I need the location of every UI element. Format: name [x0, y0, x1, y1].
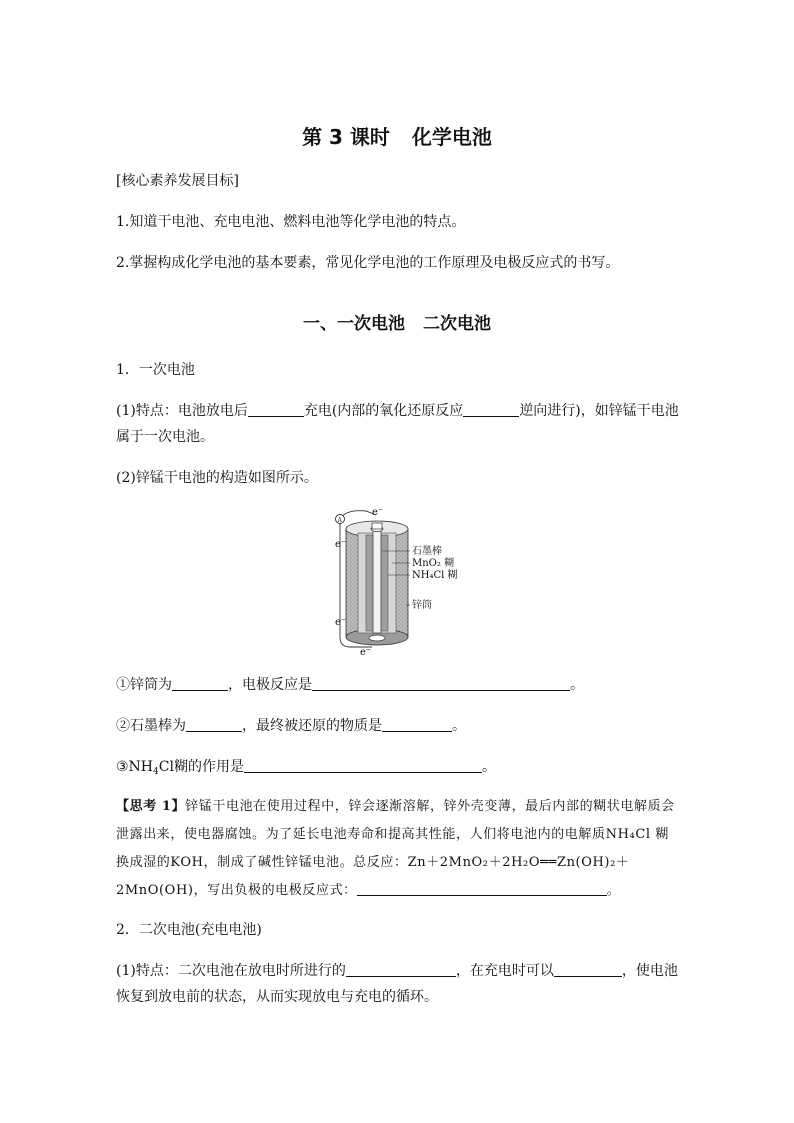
primary-feature-line2: 属于一次电池。: [116, 429, 214, 445]
electron-label-top: e⁻: [372, 507, 384, 518]
think-line-4: 2MnO(OH)，写出负极的电极反应式： 。: [116, 883, 621, 898]
question-2: ②石墨棒为 ，最终被还原的物质是 。: [116, 718, 466, 734]
blank-4[interactable]: [312, 676, 570, 691]
page-title: [0, 121, 794, 150]
secondary-feature-line1: (1)特点：二次电池在放电时所进行的 ，在充电时可以 ，使电池: [116, 963, 678, 979]
blank-5[interactable]: [186, 717, 242, 732]
question-3: $③NH_4Cl$糊的作用是 。: [116, 759, 496, 777]
section-heading: 一、一次电池 二次电池: [303, 314, 491, 334]
label-nh4cl-paste: NH₄Cl 糊: [412, 570, 458, 581]
figure-caption: (2)锌锰干电池的构造如图所示。: [116, 470, 318, 486]
think-tag: 【思考 1】: [116, 799, 186, 814]
secondary-battery-heading: 2．二次电池(充电电池): [116, 922, 262, 938]
think-line-1: 【思考 1】锌锰干电池在使用过程中，锌会逐渐溶解，锌外壳变薄，最后内部的糊状电解质会: [116, 799, 675, 814]
zinc-manganese-cell-diagram: [326, 505, 476, 657]
secondary-feature-line2: 恢复到放电前的状态，从而实现放电与充电的循环。: [116, 989, 438, 1005]
blank-6[interactable]: [382, 717, 452, 732]
blank-3[interactable]: [172, 676, 228, 691]
label-zinc-can: 锌筒: [412, 600, 432, 611]
think-line-3: 换成湿的KOH，制成了碱性锌锰电池。总反应：Zn＋2MnO₂＋2H₂O══Zn(OH)₂＋: [116, 855, 630, 870]
core-goals-heading: [核心素养发展目标]: [116, 173, 239, 189]
blank-9[interactable]: [346, 962, 456, 977]
label-graphite-rod: 石墨棒: [412, 546, 442, 557]
blank-10[interactable]: [554, 962, 622, 977]
goal-1: 1.知道干电池、充电电池、燃料电池等化学电池的特点。: [116, 214, 466, 230]
electron-label-left: e⁻: [335, 539, 347, 550]
blank-7[interactable]: [244, 758, 482, 773]
label-mno2-paste: MnO₂ 糊: [412, 558, 455, 569]
think-line-2: 泄露出来，使电器腐蚀。为了延长电池寿命和提高其性能，人们将电池内的电解质NH₄Cl 糊: [116, 827, 669, 842]
blank-2[interactable]: [463, 402, 519, 417]
goal-2: 2.掌握构成化学电池的基本要素，常见化学电池的工作原理及电极反应式的书写。: [116, 255, 620, 271]
svg-text:A: A: [337, 517, 342, 524]
question-1: ①锌筒为 ，电极反应是 。: [116, 677, 584, 693]
primary-feature-line1: (1)特点：电池放电后 充电(内部的氧化还原反应 逆向进行)，如锌锰干电池: [116, 403, 679, 419]
primary-battery-heading: 1．一次电池: [116, 362, 195, 378]
lesson-number: 第 3 课时: [302, 125, 390, 149]
blank-8[interactable]: [357, 881, 607, 896]
lesson-title: 化学电池: [411, 125, 492, 149]
electron-label-bottom: e⁻: [360, 647, 372, 657]
blank-1[interactable]: [248, 402, 304, 417]
electron-label-mid: e⁻: [335, 617, 347, 628]
